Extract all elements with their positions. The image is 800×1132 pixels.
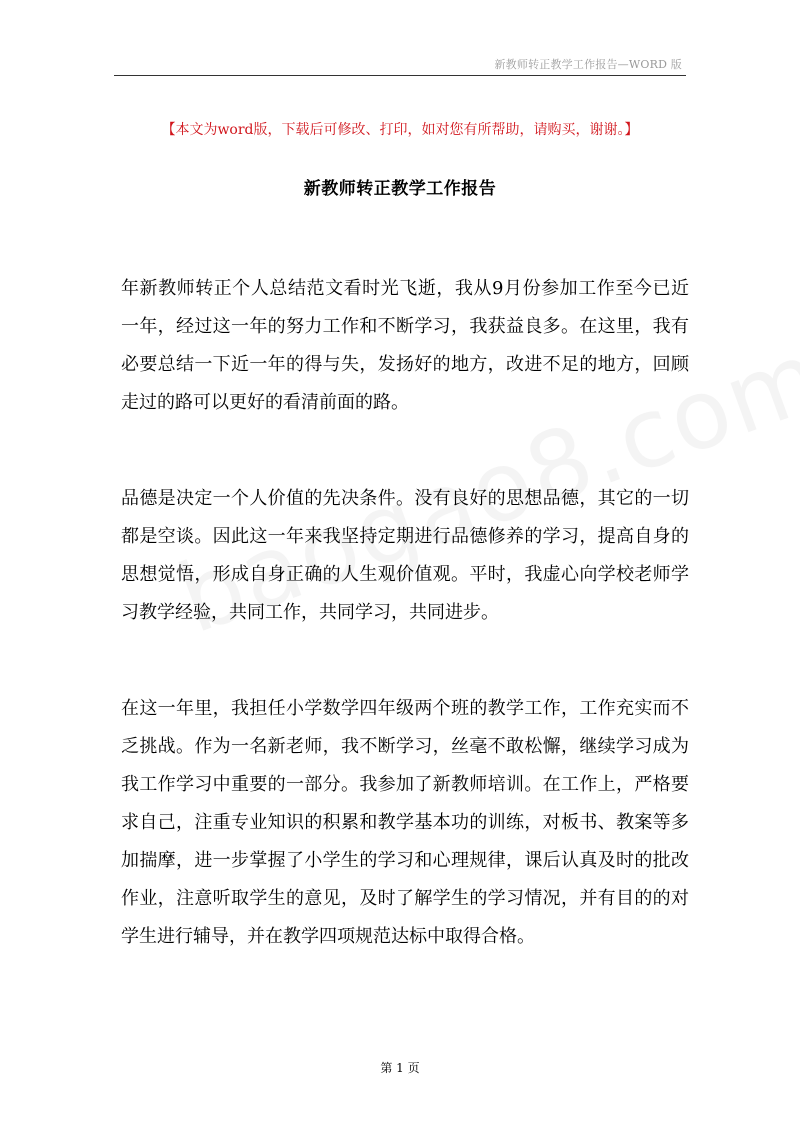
document-body [121, 270, 689, 1014]
running-header: 新教师转正教学工作报告—WORD 版 [494, 58, 682, 71]
paragraph-3: 在这一年里，我担任小学数学四年级两个班的教学工作，工作充实而不乏挑战。作为一名新老师，我不断学习，丝毫不敢松懈，继续学习成为我工作学习中重要的一部分。我参加了新教师培训。在工作上，严格要求自己，注重专业知识的积累和教学基本功的训练，对板书、教案等多加揣摩，进一步掌握了小学生的学习和心理规律，课后认真及时的批改作业，注意听取学生的意见，及时了解学生的学习情况，并有目的的对学生进行辅导，并在教学四项规范达标中取得合格。 [121, 698, 689, 947]
purchase-notice: 【本文为word版，下载后可修改、打印，如对您有所帮助，请购买，谢谢。】 [161, 122, 639, 138]
header-divider [114, 75, 686, 76]
document-title: 新教师转正教学工作报告 [303, 179, 497, 199]
paragraph-1: 年新教师转正个人总结范文看时光飞逝，我从9月份参加工作至今已近一年，经过这一年的努力工作和不断学习，我获益良多。在这里，我有必要总结一下近一年的得与失，发扬好的地方，改进不足的地方，回顾走过的路可以更好的看清前面的路。 [121, 278, 689, 413]
paragraph-2: 品德是决定一个人价值的先决条件。没有良好的思想品德，其它的一切都是空谈。因此这一年来我坚持定期进行品德修养的学习，提高自身的思想觉悟，形成自身正确的人生观价值观。平时，我虚心向学校老师学习教学经验，共同工作，共同学习，共同进步。 [121, 488, 689, 623]
page-number: 第 1 页 [380, 1061, 420, 1075]
